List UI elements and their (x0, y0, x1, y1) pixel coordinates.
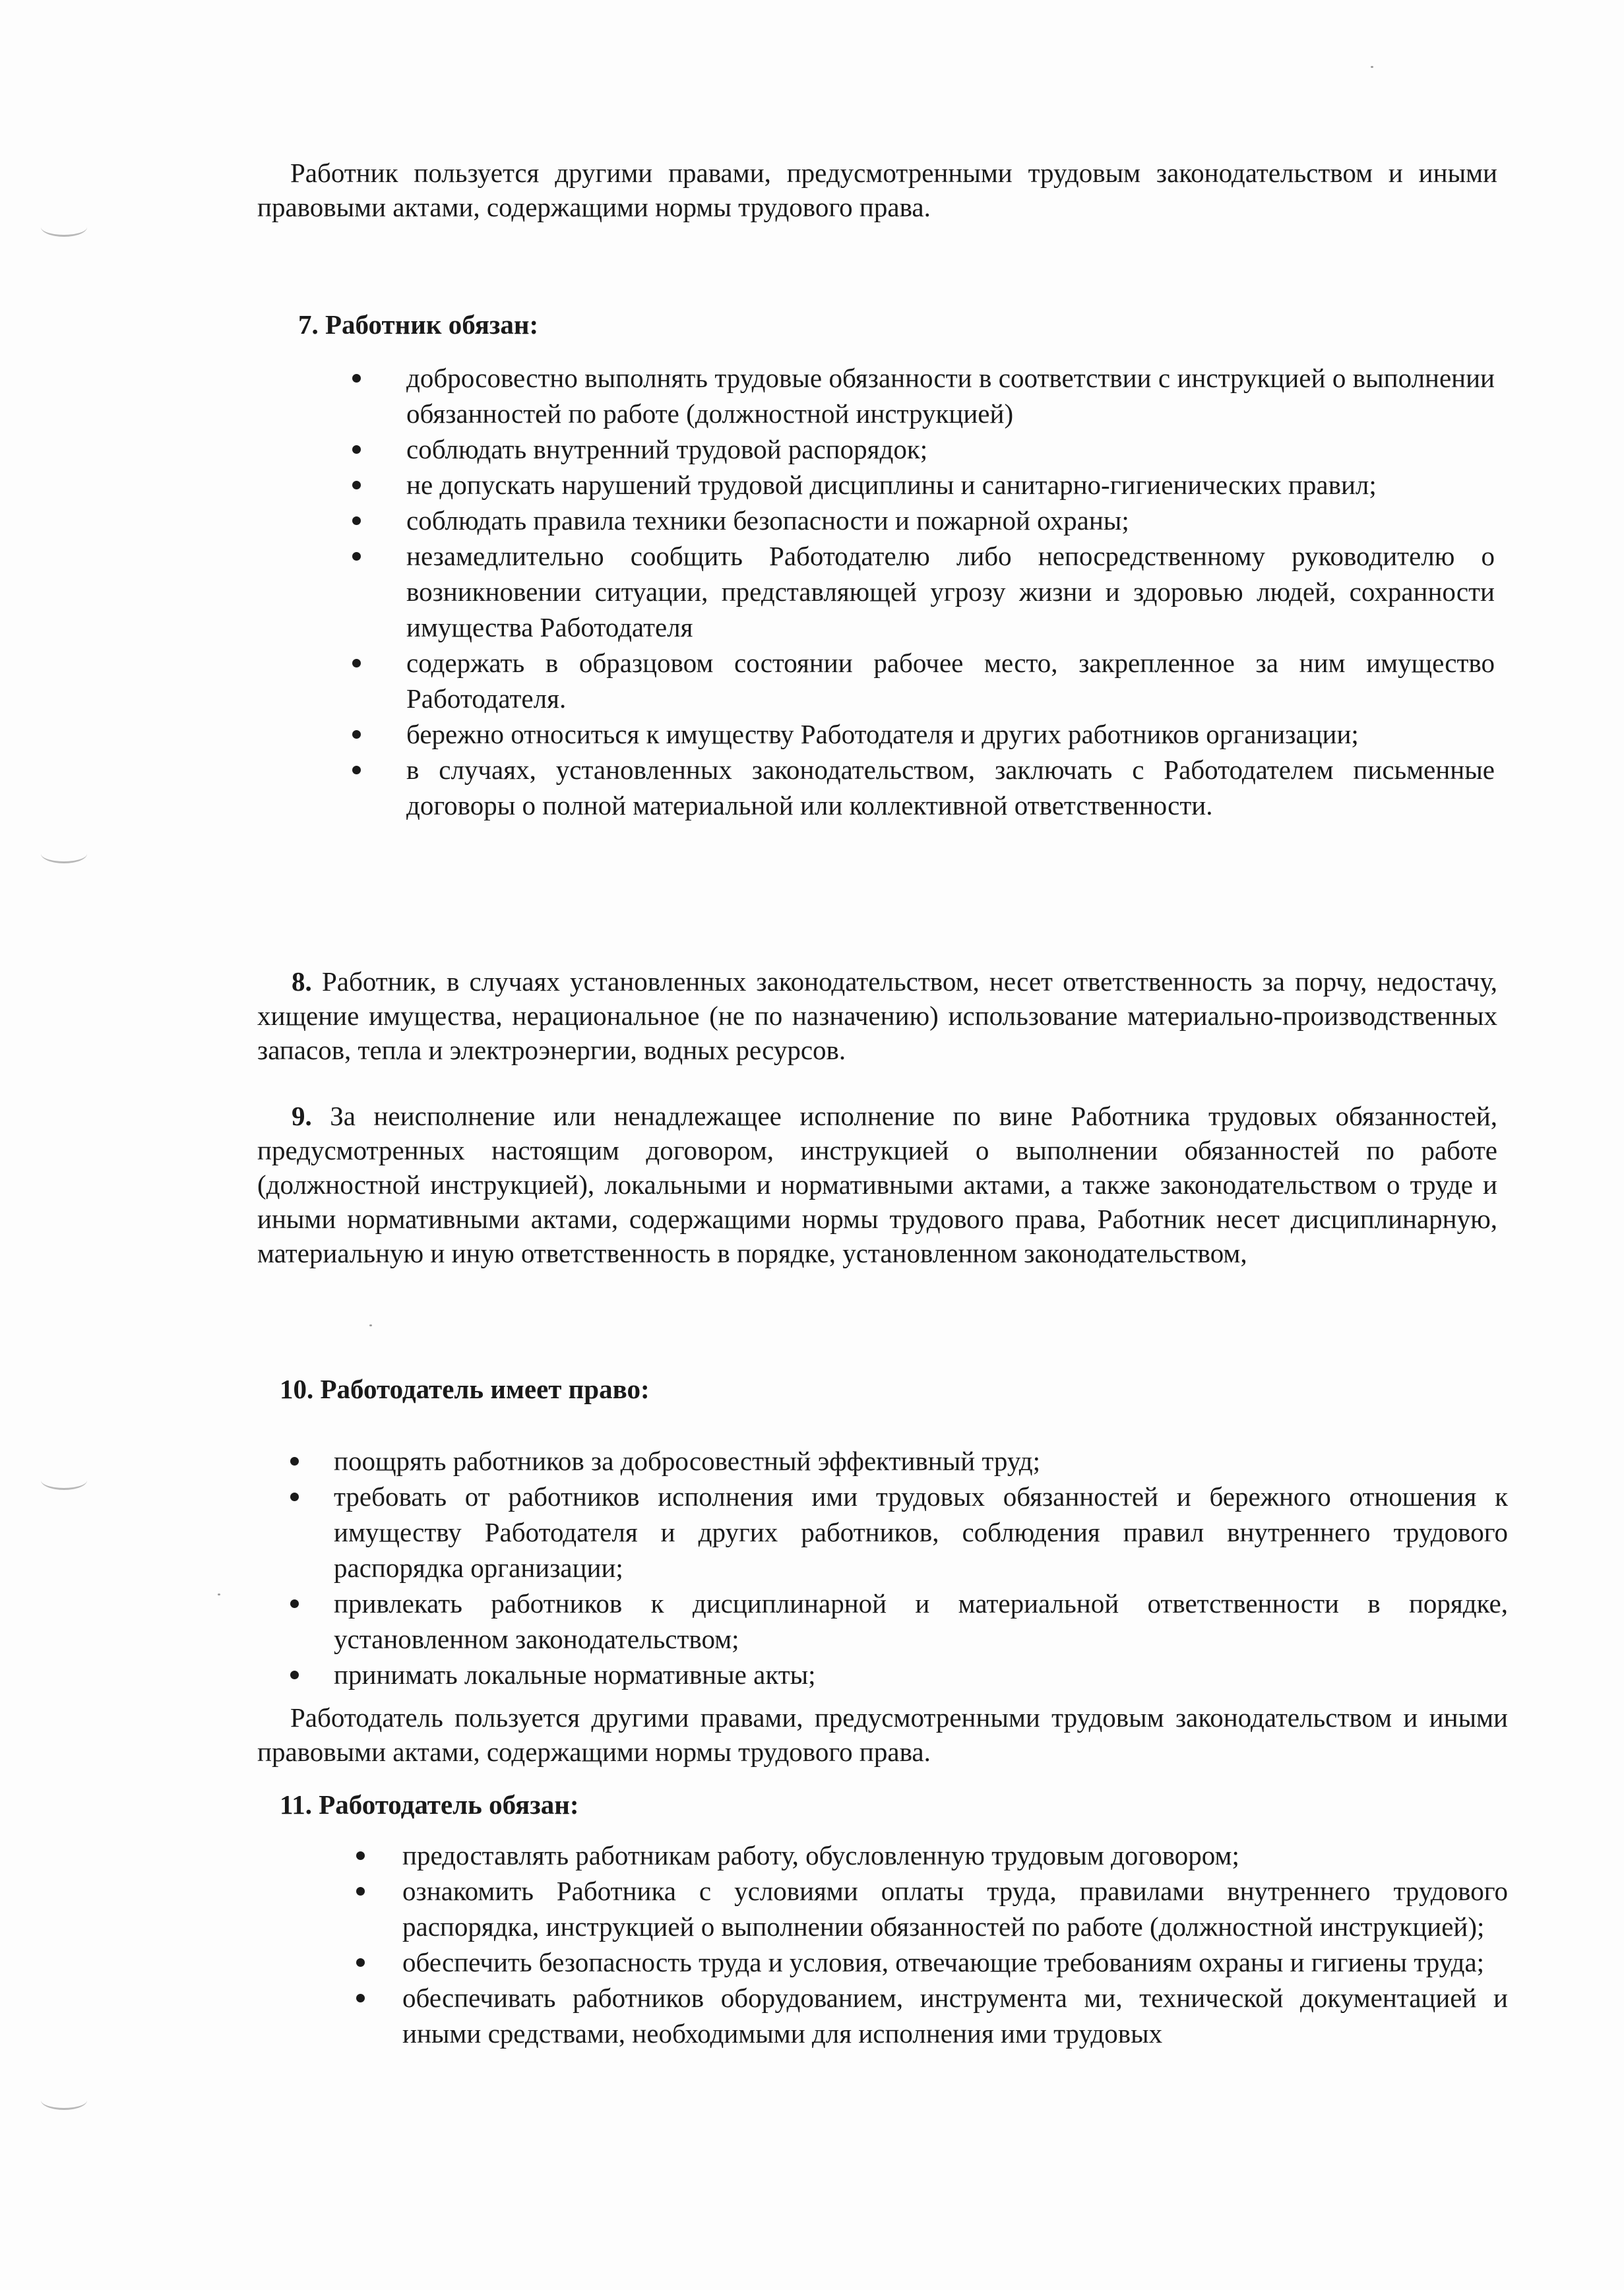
section-8-paragraph (257, 964, 1497, 1067)
section-8-number: 8. (292, 966, 312, 997)
list-item (402, 1838, 1508, 1873)
list-item-text: добросовестно выполнять трудовые обязанности в соответствии с инструкцией о выполнении обязанностей по работе (должностной инструкцией) (406, 363, 1495, 429)
bullet-icon (352, 730, 361, 739)
bullet-icon (356, 1958, 365, 1967)
list-item-text: привлекать работников к дисциплинарной и материальной ответственности в порядке, установленном законодательством; (334, 1588, 1508, 1654)
bullet-icon (352, 516, 361, 525)
list-item (334, 1479, 1508, 1586)
list-item-text: не допускать нарушений трудовой дисциплины и санитарно-гигиенических правил; (406, 470, 1377, 500)
list-item (334, 1586, 1508, 1657)
list-item (402, 1980, 1508, 2051)
section-7-list (406, 360, 1495, 823)
section-9-number: 9. (292, 1101, 312, 1131)
section-10-list (334, 1443, 1508, 1692)
section-11-list (402, 1838, 1508, 2051)
list-item (334, 1657, 1508, 1692)
list-item (402, 1873, 1508, 1944)
punch-hole-mark (41, 2091, 87, 2110)
bullet-icon (352, 766, 361, 774)
section-9-paragraph (257, 1099, 1497, 1270)
list-item (406, 360, 1495, 431)
list-item-text: требовать от работников исполнения ими трудовых обязанностей и бережного отношения к имуществу Работодателя и других работников, соблюдения правил внутреннего трудового распорядка организации; (334, 1481, 1508, 1583)
list-item (406, 716, 1495, 752)
list-item-text: соблюдать внутренний трудовой распорядок; (406, 434, 928, 464)
bullet-icon (352, 659, 361, 667)
list-item-text: поощрять работников за добросовестный эффективный труд; (334, 1446, 1040, 1476)
bullet-icon (356, 1851, 365, 1860)
list-item (406, 752, 1495, 823)
section-10-heading: 10. Работодатель имеет право: (280, 1374, 650, 1404)
list-item-text: предоставлять работникам работу, обусловленную трудовым договором; (402, 1840, 1239, 1871)
scan-speck (1371, 66, 1373, 68)
intro-paragraph: Работник пользуется другими правами, предусмотренными трудовым законодательством и иными правовыми актами, содержащими нормы трудового права. (257, 158, 1497, 222)
list-item-text: незамедлительно сообщить Работодателю либо непосредственному руководителю о возникновении ситуации, представляющей угрозу жизни и здоровью людей, сохранности имущества Работодателя (406, 541, 1495, 642)
bullet-icon (290, 1493, 299, 1501)
bullet-icon (356, 1887, 365, 1896)
bullet-icon (352, 445, 361, 454)
section-11-heading: 11. Работодатель обязан: (280, 1789, 579, 1820)
section-9-text: За неисполнение или ненадлежащее исполнение по вине Работника трудовых обязанностей, предусмотренных настоящим договором, инструкцией о выполнении обязанностей по работе (должностной инструкцией), локальными и нормативными актами, а также законодательством о труде и иными нормативными актами, содержащими нормы трудового права, Работник несет дисциплинарную, материальную и иную ответственность в порядке, установленном законодательством, (257, 1101, 1498, 1268)
punch-hole-mark (41, 844, 87, 863)
section-7-heading: 7. Работник обязан: (298, 309, 539, 340)
bullet-icon (352, 481, 361, 489)
list-item-text: соблюдать правила техники безопасности и пожарной охраны; (406, 505, 1129, 536)
list-item-text: содержать в образцовом состоянии рабочее место, закрепленное за ним имущество Работодателя. (406, 648, 1495, 714)
section-10-closing: Работодатель пользуется другими правами, предусмотренными трудовым законодательством и иными правовыми актами, содержащими нормы трудового права. (257, 1702, 1508, 1767)
list-item (406, 503, 1495, 538)
punch-hole-mark (41, 1471, 87, 1490)
list-item (406, 645, 1495, 716)
scan-speck (218, 1594, 220, 1595)
list-item-text: принимать локальные нормативные акты; (334, 1659, 816, 1690)
bullet-icon (290, 1599, 299, 1608)
punch-hole-mark (41, 218, 87, 237)
scan-speck (369, 1324, 372, 1326)
bullet-icon (290, 1457, 299, 1466)
list-item (402, 1944, 1508, 1980)
bullet-icon (352, 552, 361, 561)
list-item-text: ознакомить Работника с условиями оплаты труда, правилами внутреннего трудового распорядка, инструкцией о выполнении обязанностей по работе (должностной инструкцией); (402, 1876, 1508, 1942)
list-item (406, 467, 1495, 503)
list-item-text: обеспечить безопасность труда и условия, отвечающие требованиям охраны и гигиены труда; (402, 1947, 1485, 1977)
list-item-text: в случаях, установленных законодательством, заключать с Работодателем письменные договоры о полной материальной или коллективной ответственности. (406, 755, 1495, 820)
list-item (406, 431, 1495, 467)
list-item (334, 1443, 1508, 1479)
list-item (406, 538, 1495, 645)
list-item-text: обеспечивать работников оборудованием, инструмента ми, технической документацией и иными средствами, необходимыми для исполнения ими трудовых (402, 1983, 1508, 2049)
list-item-text: бережно относиться к имуществу Работодателя и других работников организации; (406, 719, 1359, 749)
section-8-text: Работник, в случаях установленных законодательством, несет ответственность за порчу, недостачу, хищение имущества, нерациональное (не по назначению) использование материально-производственных запасов, тепла и электроэнергии, водных ресурсов. (257, 966, 1497, 1065)
bullet-icon (290, 1671, 299, 1679)
bullet-icon (352, 374, 361, 383)
bullet-icon (356, 1994, 365, 2002)
